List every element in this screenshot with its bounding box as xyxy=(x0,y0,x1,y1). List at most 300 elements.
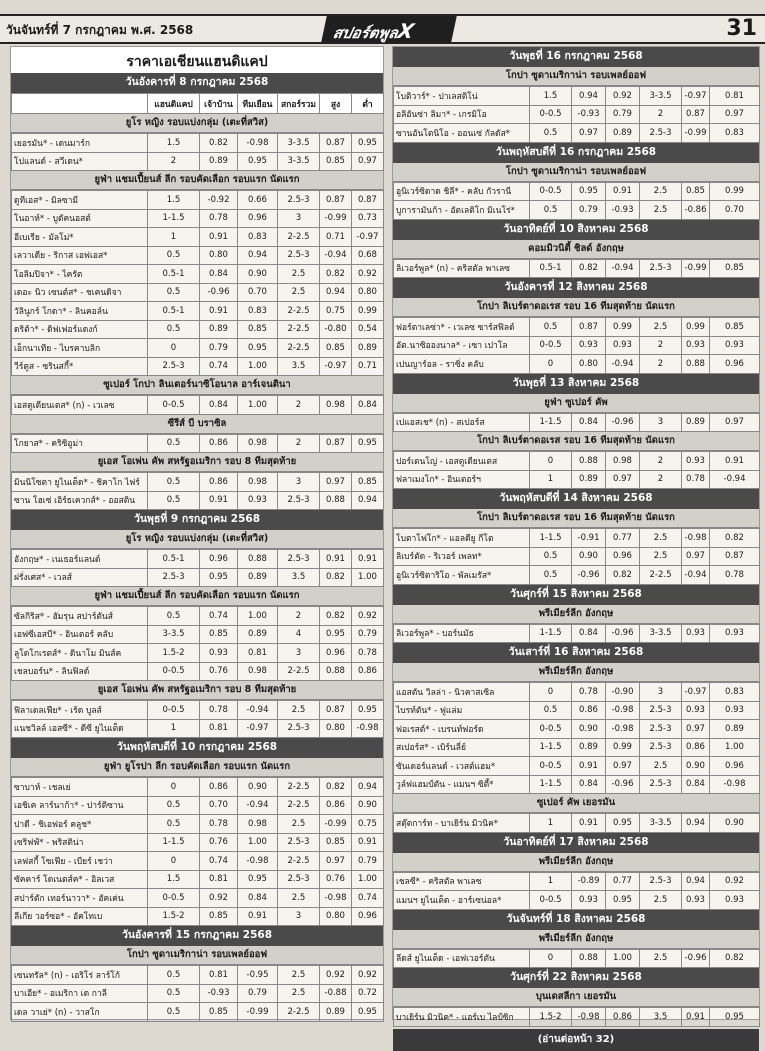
match-name: เดล วาเย่* (n) - วาสโก xyxy=(12,1003,148,1022)
odds-cell: 0.93 xyxy=(606,336,640,355)
odds-cell: 1 xyxy=(530,814,572,833)
odds-cell: 0.87 xyxy=(320,434,352,453)
odds-cell: 0.81 xyxy=(200,870,238,889)
odds-cell: 0.5-1 xyxy=(148,302,200,321)
odds-cell: 3 xyxy=(278,907,320,926)
odds-cell: 0.89 xyxy=(200,320,238,339)
odds-cell: 1.00 xyxy=(606,949,640,968)
match-name: วูล์ฟแฮมป์ตัน - แมนฯ ซิตี้* xyxy=(394,775,530,794)
odds-cell: 0.5 xyxy=(148,984,200,1003)
odds-cell: 3.5 xyxy=(278,357,320,376)
date-header: วันเสาร์ที่ 16 สิงหาคม 2568 xyxy=(393,643,759,663)
odds-cell: 0.5 xyxy=(148,491,200,510)
odds-cell: 2.5 xyxy=(278,889,320,908)
match-name: ดริต้า* - ดิฟเฟอร์แดงก์ xyxy=(12,320,148,339)
odds-cell: 1 xyxy=(530,470,572,489)
odds-cell: 0.88 xyxy=(238,550,278,569)
match-name: วัลินูกร์ โกดา* - ลินคอล์น xyxy=(12,302,148,321)
date-header: วันพุธที่ 16 กรกฎาคม 2568 xyxy=(393,47,759,67)
odds-cell: 0.85 xyxy=(320,339,352,358)
odds-cell: 1-1.5 xyxy=(148,833,200,852)
date-header: วันพฤหัสบดีที่ 10 กรกฎาคม 2568 xyxy=(11,738,383,758)
odds-cell: 0.82 xyxy=(200,134,238,153)
odds-cell: 0.91 xyxy=(682,1008,710,1027)
odds-cell: 0.93 xyxy=(682,336,710,355)
league-header: ยูฟ่า แชมเปี้ยนส์ ลีก รอบคัดเลือก รอบแรก นัดแรก xyxy=(11,587,383,606)
odds-cell: 0.93 xyxy=(572,891,606,910)
date-header: วันอังคารที่ 15 กรกฎาคม 2568 xyxy=(11,926,383,946)
date-header: วันอังคารที่ 8 กรกฎาคม 2568 xyxy=(11,73,383,93)
logo-x: X xyxy=(395,19,417,43)
odds-cell: 0 xyxy=(148,778,200,797)
match-name: ไบรท์ตัน* - ฟูแล่ม xyxy=(394,701,530,720)
odds-table xyxy=(11,133,384,171)
match-row xyxy=(394,105,760,124)
league-header: โกปา ซูดาเมริกาน่า รอบเพลย์ออฟ xyxy=(11,946,383,965)
odds-cell: 0.86 xyxy=(200,473,238,492)
odds-cell: -0.80 xyxy=(320,320,352,339)
odds-cell: 0.98 xyxy=(238,662,278,681)
odds-cell: 0.77 xyxy=(606,529,640,548)
odds-cell: 0.91 xyxy=(572,814,606,833)
odds-cell: 0.93 xyxy=(200,644,238,663)
odds-cell: 0.85 xyxy=(320,833,352,852)
odds-cell: 0.82 xyxy=(572,259,606,278)
odds-cell: 0.89 xyxy=(238,625,278,644)
match-name: ปอร์เตนโญ่ - เอสตูเดียนเตส xyxy=(394,452,530,471)
odds-cell: 3-3.5 xyxy=(640,87,682,106)
odds-table xyxy=(11,606,384,681)
odds-cell: 0.78 xyxy=(200,701,238,720)
odds-table xyxy=(393,813,760,833)
odds-cell: 0.71 xyxy=(320,228,352,247)
odds-cell: 2 xyxy=(640,336,682,355)
odds-cell: -0.94 xyxy=(606,355,640,374)
odds-cell: 0.96 xyxy=(352,907,384,926)
match-name: ฝรั่งเศส* - เวลส์ xyxy=(12,568,148,587)
odds-cell: 1.00 xyxy=(352,870,384,889)
odds-cell: 0.78 xyxy=(200,209,238,228)
odds-cell: 2.5 xyxy=(640,318,682,337)
odds-cell: 0.89 xyxy=(200,152,238,171)
odds-cell: -0.93 xyxy=(572,105,606,124)
match-name: เชลบอร์น* - ลินฟิลด์ xyxy=(12,662,148,681)
odds-cell: 1-1.5 xyxy=(530,624,572,643)
odds-cell: 2.5-3 xyxy=(640,701,682,720)
match-row xyxy=(394,683,760,702)
odds-cell: 0.86 xyxy=(606,1008,640,1027)
odds-cell: 0.97 xyxy=(320,473,352,492)
odds-cell: 0.88 xyxy=(682,355,710,374)
odds-cell: -0.96 xyxy=(200,283,238,302)
match-name: โอลิมปิจา* - ไครัต xyxy=(12,265,148,284)
odds-cell: 2 xyxy=(640,452,682,471)
league-header: โกปา ลิเบร์ตาดอเรส รอบ 16 ทีมสุดท้าย นัดแรก xyxy=(393,509,759,528)
match-name: อูนิเวร์ซิดาด ชิลี* - คลับ กัวรานี xyxy=(394,182,530,201)
odds-cell: 0.95 xyxy=(352,434,384,453)
odds-cell: 0.5 xyxy=(148,246,200,265)
odds-cell: 0.84 xyxy=(682,775,710,794)
odds-cell: 0.88 xyxy=(572,949,606,968)
odds-cell: 2.5-3 xyxy=(278,246,320,265)
odds-cell: 0.84 xyxy=(200,396,238,415)
odds-cell: 0.91 xyxy=(352,550,384,569)
odds-cell: 2.5-3 xyxy=(278,719,320,738)
match-row xyxy=(394,336,760,355)
odds-cell: 3-3.5 xyxy=(640,624,682,643)
date-header: วันอังคารที่ 12 สิงหาคม 2568 xyxy=(393,278,759,298)
odds-cell: 0.95 xyxy=(352,701,384,720)
match-name: ซานอันโตนิโอ - ออนเซ่ กัลดัส* xyxy=(394,124,530,143)
odds-cell: -0.96 xyxy=(606,413,640,432)
odds-cell: 0.87 xyxy=(710,547,760,566)
odds-cell: 0.5-1 xyxy=(148,550,200,569)
odds-cell: 0.93 xyxy=(682,701,710,720)
odds-table xyxy=(393,1007,760,1027)
column-header: ต่ำ xyxy=(352,94,384,114)
odds-cell: 0.74 xyxy=(200,357,238,376)
odds-cell: 0 xyxy=(148,339,200,358)
odds-cell: 0.80 xyxy=(572,355,606,374)
match-row xyxy=(12,209,384,228)
odds-cell: 0.96 xyxy=(320,644,352,663)
odds-cell: 3-3.5 xyxy=(278,152,320,171)
odds-cell: -0.97 xyxy=(682,683,710,702)
odds-cell: 0.85 xyxy=(710,259,760,278)
odds-cell: 0.95 xyxy=(352,1003,384,1022)
odds-cell: 0.54 xyxy=(352,320,384,339)
odds-cell: 2.5 xyxy=(278,984,320,1003)
match-name: โบติวาร์* - ปาเลสติโน่ xyxy=(394,87,530,106)
match-row xyxy=(12,644,384,663)
match-name: เซนทรัล* (n) - เอริโร่ ลาร์โก้ xyxy=(12,966,148,985)
odds-cell: 0-0.5 xyxy=(148,662,200,681)
odds-cell: 2-2.5 xyxy=(278,796,320,815)
match-row xyxy=(12,134,384,153)
odds-cell: 0.97 xyxy=(710,105,760,124)
odds-cell: 2.5-3 xyxy=(640,720,682,739)
odds-cell: -0.96 xyxy=(572,566,606,585)
odds-cell: 2.5-3 xyxy=(640,775,682,794)
odds-table xyxy=(11,434,384,454)
match-name: แนชวิลล์ เอสซี* - ดีซี ยูไนเต็ด xyxy=(12,719,148,738)
match-row xyxy=(12,966,384,985)
match-name: แอสตัน วิลล่า - นิวคาสเซิล xyxy=(394,683,530,702)
date-header: วันพฤหัสบดีที่ 14 สิงหาคม 2568 xyxy=(393,489,759,509)
odds-cell: 2 xyxy=(278,434,320,453)
odds-cell: 0.5 xyxy=(530,201,572,220)
odds-cell: -0.94 xyxy=(710,470,760,489)
odds-cell: 2.5 xyxy=(640,201,682,220)
column-header-row xyxy=(12,94,384,114)
odds-cell: -0.97 xyxy=(238,719,278,738)
match-row xyxy=(394,529,760,548)
odds-cell: 0.78 xyxy=(200,815,238,834)
odds-cell: 0.86 xyxy=(572,701,606,720)
match-name: อลิอันซ่า ลิมา* - เกรมิโอ xyxy=(394,105,530,124)
column-header: แฮนดิแคป xyxy=(148,94,200,114)
odds-cell: 2 xyxy=(640,470,682,489)
odds-cell: -0.93 xyxy=(200,984,238,1003)
match-row xyxy=(12,265,384,284)
odds-cell: 0.91 xyxy=(352,833,384,852)
odds-cell: 0.89 xyxy=(572,738,606,757)
league-header: พรีเมียร์ลีก อังกฤษ xyxy=(393,930,759,949)
left-odds-table xyxy=(11,73,383,1022)
odds-cell: 0.82 xyxy=(320,265,352,284)
odds-cell: 0.93 xyxy=(710,891,760,910)
odds-cell: 0 xyxy=(530,683,572,702)
odds-cell: 0.5 xyxy=(148,966,200,985)
date-header: วันพฤหัสบดีที่ 16 กรกฎาคม 2568 xyxy=(393,143,759,163)
odds-cell: 0.94 xyxy=(352,491,384,510)
match-row xyxy=(394,201,760,220)
odds-cell: 0.97 xyxy=(710,413,760,432)
odds-cell: 0.95 xyxy=(320,625,352,644)
match-row xyxy=(12,491,384,510)
odds-cell: -0.96 xyxy=(606,775,640,794)
odds-cell: 0.97 xyxy=(682,547,710,566)
match-name: ลิเวอร์พูล* - บอร์นมัธ xyxy=(394,624,530,643)
odds-cell: 0.99 xyxy=(606,738,640,757)
odds-cell: 0-0.5 xyxy=(148,701,200,720)
odds-cell: 1-1.5 xyxy=(530,775,572,794)
odds-cell: 0.87 xyxy=(352,191,384,210)
odds-table xyxy=(11,549,384,587)
odds-cell: 1.5-2 xyxy=(530,1008,572,1027)
odds-cell: 0.85 xyxy=(200,1003,238,1022)
odds-cell: 2-2.5 xyxy=(278,339,320,358)
odds-table xyxy=(393,949,760,969)
odds-cell: -0.90 xyxy=(606,683,640,702)
odds-cell: 1.00 xyxy=(238,833,278,852)
match-row xyxy=(12,852,384,871)
odds-cell: 2 xyxy=(640,355,682,374)
league-header: ซีรีส์ บี บราซิล xyxy=(11,415,383,434)
odds-cell: 0.80 xyxy=(320,907,352,926)
odds-cell: 0.70 xyxy=(238,283,278,302)
match-row xyxy=(12,152,384,171)
odds-cell: 0.82 xyxy=(710,949,760,968)
odds-table xyxy=(11,395,384,415)
odds-cell: 0.81 xyxy=(200,719,238,738)
odds-cell: 2 xyxy=(640,105,682,124)
date-header: วันศุกร์ที่ 22 สิงหาคม 2568 xyxy=(393,968,759,988)
odds-cell: 0.5-1 xyxy=(530,259,572,278)
match-name: ฟิลาเดลเฟีย* - เร้ด บูลส์ xyxy=(12,701,148,720)
odds-cell: 0.93 xyxy=(710,336,760,355)
league-header: คอมมิวนิตี้ ชิลด์ อังกฤษ xyxy=(393,240,759,259)
odds-cell: 0.91 xyxy=(710,452,760,471)
odds-cell: 1.00 xyxy=(238,357,278,376)
odds-table xyxy=(393,317,760,374)
page-number: 31 xyxy=(726,16,757,41)
odds-cell: 3 xyxy=(278,473,320,492)
match-name: สปาร์ตัก เทอร์นาวา* - ฮัคเค่น xyxy=(12,889,148,908)
odds-cell: 2.5-3 xyxy=(278,870,320,889)
odds-cell: -0.86 xyxy=(682,201,710,220)
odds-cell: 0.90 xyxy=(682,757,710,776)
odds-cell: -0.94 xyxy=(320,246,352,265)
date-header: วันอาทิตย์ที่ 10 สิงหาคม 2568 xyxy=(393,220,759,240)
odds-cell: 2.5-3 xyxy=(640,872,682,891)
match-name: ซันเดอร์แลนด์ - เวสต์แฮม* xyxy=(394,757,530,776)
odds-cell: 0.91 xyxy=(320,550,352,569)
odds-cell: 0.77 xyxy=(606,872,640,891)
match-name: ฟอร์ตาเลซ่า* - เวเลซ ซาร์สฟิลด์ xyxy=(394,318,530,337)
odds-cell: 0.78 xyxy=(352,644,384,663)
odds-table xyxy=(393,528,760,585)
odds-cell: 0.91 xyxy=(200,302,238,321)
match-row xyxy=(394,701,760,720)
match-name: เลวาเดีย - ริกาส เอฟเอส* xyxy=(12,246,148,265)
match-row xyxy=(394,413,760,432)
odds-cell: 0 xyxy=(530,355,572,374)
match-name: เดอะ นิว เซนต์ส* - ชเคนดิจา xyxy=(12,283,148,302)
match-row xyxy=(12,434,384,453)
match-name: โบตาโฟโก* - แอลดียู กีโต xyxy=(394,529,530,548)
league-header: พรีเมียร์ลีก อังกฤษ xyxy=(393,663,759,682)
odds-cell: 0.96 xyxy=(238,209,278,228)
odds-cell: 1 xyxy=(148,719,200,738)
match-name: เซริฟฟ์* - พริสติน่า xyxy=(12,833,148,852)
odds-cell: 0-0.5 xyxy=(530,105,572,124)
odds-cell: 0.5 xyxy=(148,796,200,815)
column-header: สกอร์รวม xyxy=(278,94,320,114)
match-name: ซาน โฮเซ่ เอิร์ธเควกส์* - ออสติน xyxy=(12,491,148,510)
odds-cell: 0.95 xyxy=(710,1008,760,1027)
odds-cell: 2.5 xyxy=(640,949,682,968)
odds-cell: 0.99 xyxy=(606,318,640,337)
odds-cell: -0.98 xyxy=(352,719,384,738)
odds-cell: 2.5 xyxy=(640,182,682,201)
odds-cell: -0.98 xyxy=(606,720,640,739)
odds-cell: -0.94 xyxy=(682,566,710,585)
match-name: สเปอร์ส* - เบิร์นลี่ย์ xyxy=(394,738,530,757)
odds-cell: 0.86 xyxy=(352,662,384,681)
match-name: อัต.นาซิอองนาล* - เซา เปาโล xyxy=(394,336,530,355)
match-name: บาเยิร์น มิวนิค* - แอร์เบ ไลป์ซิก xyxy=(394,1008,530,1027)
odds-cell: -0.98 xyxy=(320,889,352,908)
odds-cell: 0.79 xyxy=(352,852,384,871)
odds-table xyxy=(11,472,384,510)
odds-cell: 0.84 xyxy=(572,624,606,643)
odds-table xyxy=(393,182,760,220)
odds-cell: 1 xyxy=(530,872,572,891)
match-row xyxy=(12,907,384,926)
odds-cell: 0.97 xyxy=(352,152,384,171)
odds-cell: 2.5 xyxy=(278,815,320,834)
odds-table xyxy=(11,777,384,926)
odds-cell: 0.70 xyxy=(710,201,760,220)
odds-cell: 2.5-3 xyxy=(278,550,320,569)
match-name: เอ็กนาเทีย - ไบรคาบลิก xyxy=(12,339,148,358)
odds-cell: 0.85 xyxy=(352,473,384,492)
match-row xyxy=(394,1008,760,1027)
left-column xyxy=(10,46,384,1020)
match-row xyxy=(394,814,760,833)
match-row xyxy=(12,191,384,210)
odds-cell: 0.97 xyxy=(606,470,640,489)
odds-cell: 0.79 xyxy=(200,339,238,358)
odds-cell: 0.97 xyxy=(320,852,352,871)
league-header: พรีเมียร์ลีก อังกฤษ xyxy=(393,853,759,872)
odds-cell: 0.95 xyxy=(606,891,640,910)
league-header: บุนเดสลีกา เยอรมัน xyxy=(393,988,759,1007)
odds-cell: 2.5 xyxy=(278,701,320,720)
date-header: วันอาทิตย์ที่ 17 สิงหาคม 2568 xyxy=(393,833,759,853)
odds-cell: 1-1.5 xyxy=(148,209,200,228)
odds-table xyxy=(11,700,384,738)
odds-cell: 2 xyxy=(278,396,320,415)
odds-cell: 0 xyxy=(148,852,200,871)
match-name: ซาบาห์ - เชลเย่ xyxy=(12,778,148,797)
odds-cell: 3.5 xyxy=(278,568,320,587)
odds-cell: 2.5-3 xyxy=(148,568,200,587)
page-header xyxy=(0,14,765,44)
odds-cell: 0.86 xyxy=(200,778,238,797)
right-column xyxy=(392,46,760,1045)
odds-cell: 0.90 xyxy=(572,547,606,566)
odds-cell: 1.00 xyxy=(238,607,278,626)
match-row xyxy=(394,182,760,201)
odds-cell: 0.84 xyxy=(238,889,278,908)
odds-cell: 0.82 xyxy=(320,568,352,587)
odds-table xyxy=(11,965,384,1022)
match-row xyxy=(12,625,384,644)
odds-cell: 2-2.5 xyxy=(278,662,320,681)
match-row xyxy=(394,259,760,278)
odds-cell: 0.83 xyxy=(710,124,760,143)
odds-cell: 0.97 xyxy=(572,124,606,143)
odds-cell: 0.93 xyxy=(682,452,710,471)
match-name: เลฟสกี้ โซเฟีย - เบียร์ เชว่า xyxy=(12,852,148,871)
odds-cell: 0.76 xyxy=(200,662,238,681)
odds-cell: 0.95 xyxy=(238,339,278,358)
odds-cell: 2.5-3 xyxy=(278,833,320,852)
odds-cell: 1-1.5 xyxy=(530,413,572,432)
odds-cell: 0.87 xyxy=(572,318,606,337)
odds-cell: 0.5 xyxy=(148,434,200,453)
match-row xyxy=(12,396,384,415)
odds-cell: 0.98 xyxy=(238,473,278,492)
odds-cell: 0.75 xyxy=(352,815,384,834)
odds-cell: 0.66 xyxy=(238,191,278,210)
odds-cell: -0.97 xyxy=(682,87,710,106)
odds-cell: 0.92 xyxy=(710,872,760,891)
match-row xyxy=(12,796,384,815)
odds-cell: 0.94 xyxy=(572,87,606,106)
match-row xyxy=(12,339,384,358)
odds-cell: 0.87 xyxy=(320,191,352,210)
odds-cell: 2.5 xyxy=(640,547,682,566)
odds-cell: 0.87 xyxy=(682,105,710,124)
odds-cell: 2-2.5 xyxy=(278,320,320,339)
match-row xyxy=(12,246,384,265)
odds-cell: -0.94 xyxy=(606,259,640,278)
match-row xyxy=(394,757,760,776)
odds-cell: 0.89 xyxy=(320,1003,352,1022)
odds-cell: 0.79 xyxy=(606,105,640,124)
match-name: วีร์ตูส - ซรินสกี้* xyxy=(12,357,148,376)
match-name: ลีดส์ ยูไนเต็ด - เอฟเวอร์ตัน xyxy=(394,949,530,968)
match-name: เอชิเค ลาร์นาก้า* - ปาร์ติซาน xyxy=(12,796,148,815)
match-name: ลีเกีย วอร์ซอ* - อัคโทเบ xyxy=(12,907,148,926)
odds-cell: 2.5 xyxy=(640,529,682,548)
odds-cell: 0.81 xyxy=(238,644,278,663)
odds-cell: 1.5 xyxy=(148,134,200,153)
column-header xyxy=(12,94,148,114)
